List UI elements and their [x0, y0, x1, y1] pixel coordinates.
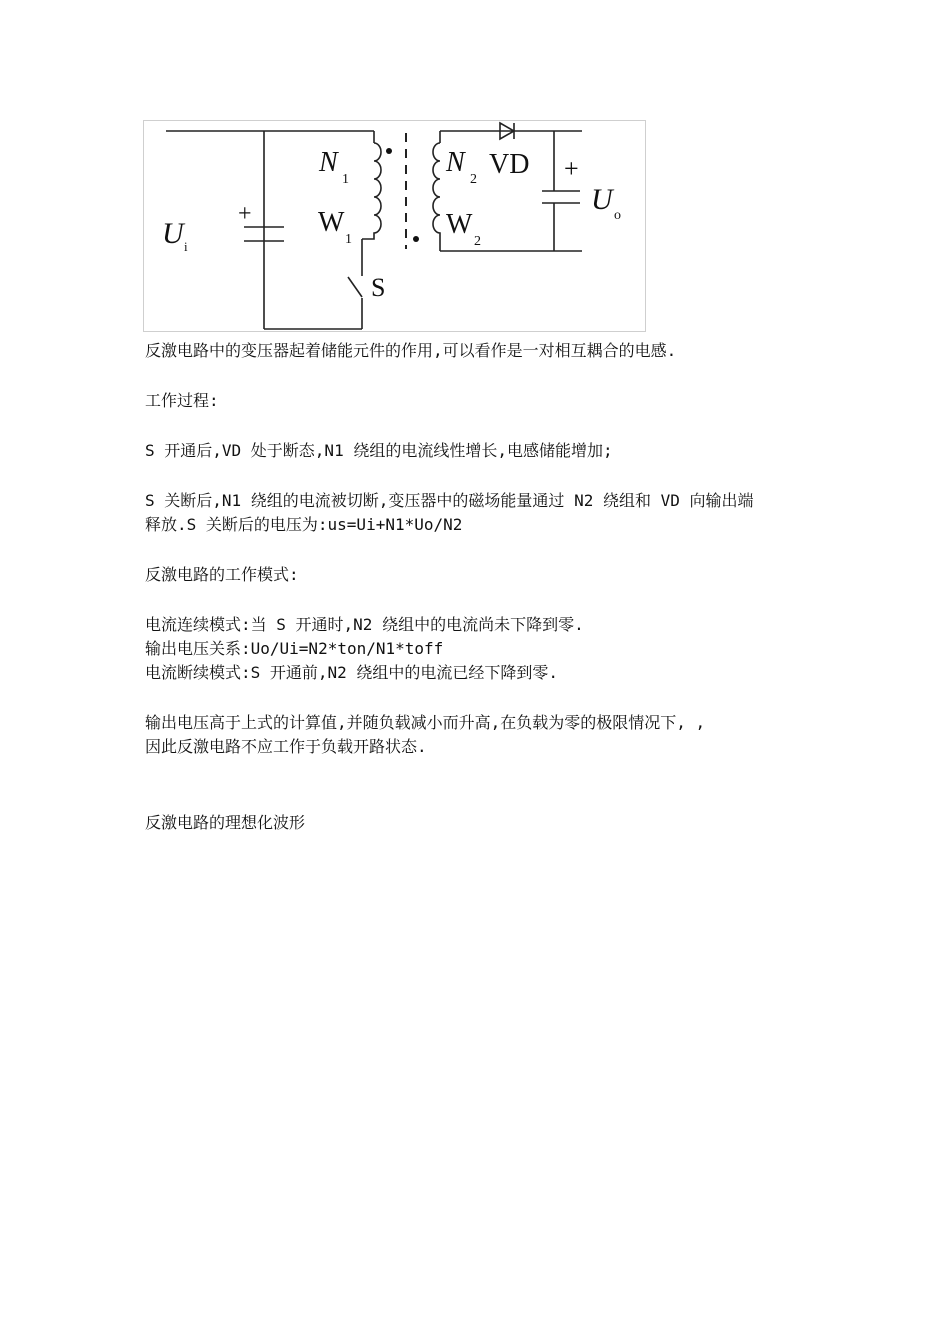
modes-heading: 反激电路的工作模式: — [145, 565, 299, 584]
process-off-text-line2: 释放.S 关断后的电压为:us=Ui+N1*Uo/N2 — [145, 515, 463, 534]
label-ui-sub: i — [184, 239, 188, 254]
label-plus-out: + — [564, 154, 579, 183]
caption-text: 反激电路中的变压器起着储能元件的作用,可以看作是一对相互耦合的电感. — [145, 341, 677, 360]
polarity-dot-primary — [386, 148, 392, 154]
process-off-text-line1: S 关断后,N1 绕组的电流被切断,变压器中的磁场能量通过 N2 绕组和 VD 向输出端 — [145, 491, 754, 510]
process-on-text: S 开通后,VD 处于断态,N1 绕组的电流线性增长,电感储能增加; — [145, 441, 613, 460]
label-n1-sub: 1 — [342, 172, 349, 187]
label-w2-sub: 2 — [474, 234, 481, 249]
label-plus-in: + — [238, 201, 252, 227]
label-w1-sub: 1 — [345, 232, 352, 247]
label-ui: U — [162, 217, 184, 250]
mode-dcm-text: 电流断续模式:S 开通前,N2 绕组中的电流已经下降到零. — [145, 663, 559, 682]
note-text-line1: 输出电压高于上式的计算值,并随负载减小而升高,在负载为零的极限情况下, , — [145, 713, 706, 732]
polarity-dot-secondary — [413, 236, 419, 242]
label-n2: N — [446, 147, 465, 178]
coil-primary — [362, 143, 381, 239]
waveform-heading: 反激电路的理想化波形 — [145, 813, 306, 832]
label-vd: VD — [489, 149, 530, 180]
label-uo: U — [591, 183, 613, 216]
label-s: S — [371, 273, 386, 302]
flyback-circuit-diagram — [143, 120, 646, 332]
mode-relation-text: 输出电压关系:Uo/Ui=N2*ton/N1*toff — [145, 639, 444, 658]
label-w2: W — [446, 209, 473, 240]
switch-blade — [348, 277, 362, 297]
label-uo-sub: o — [614, 208, 621, 223]
label-w1: W — [318, 207, 345, 238]
circuit-svg — [144, 121, 647, 333]
process-heading: 工作过程: — [145, 391, 219, 410]
note-text-line2: 因此反激电路不应工作于负载开路状态. — [145, 737, 427, 756]
mode-ccm-text: 电流连续模式:当 S 开通时,N2 绕组中的电流尚未下降到零. — [145, 615, 584, 634]
coil-secondary — [433, 143, 440, 251]
label-n2-sub: 2 — [470, 172, 477, 187]
label-n1: N — [319, 147, 338, 178]
